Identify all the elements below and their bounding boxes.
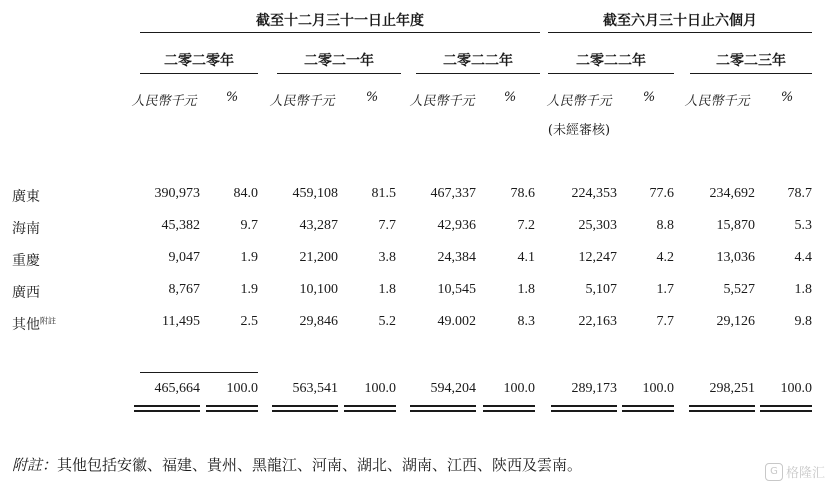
- double-underline: [206, 405, 258, 407]
- unit-header: 人民幣千元: [269, 94, 335, 109]
- table-cell: 78.7: [787, 186, 812, 201]
- table-cell: 78.6: [510, 186, 535, 201]
- total-cell: 594,204: [430, 381, 476, 396]
- total-cell: 563,541: [292, 381, 338, 396]
- table-cell: 467,337: [430, 186, 476, 201]
- table-cell: 43,287: [299, 218, 338, 233]
- table-cell: 81.5: [371, 186, 396, 201]
- year-header-2020: 二零二零年: [164, 53, 234, 69]
- pct-header: %: [642, 90, 656, 105]
- pct-header: %: [365, 90, 379, 105]
- table-cell: 12,247: [578, 250, 617, 265]
- year-rule: [416, 73, 540, 74]
- row-label-text: 其他: [12, 317, 40, 333]
- double-underline: [410, 405, 476, 407]
- table-cell: 24,384: [437, 250, 476, 265]
- table-cell: 84.0: [233, 186, 258, 201]
- year-rule: [690, 73, 812, 74]
- row-label-text: 海南: [12, 221, 40, 237]
- table-cell: 1.7: [656, 282, 674, 297]
- double-underline: [134, 405, 200, 407]
- total-cell: 100.0: [642, 381, 674, 396]
- table-cell: 42,936: [437, 218, 476, 233]
- year-rule: [277, 73, 401, 74]
- group-header-rule-annual: [140, 32, 540, 33]
- year-header-2023-interim: 二零二三年: [716, 53, 786, 69]
- double-underline: [134, 410, 200, 412]
- unaudited-label: (未經審核): [547, 123, 611, 138]
- table-cell: 1.9: [240, 282, 258, 297]
- year-header-2022-interim: 二零二二年: [576, 53, 646, 69]
- group-header-annual: 截至十二月三十一日止年度: [256, 13, 424, 29]
- table-cell: 7.2: [517, 218, 535, 233]
- row-label-text: 廣西: [12, 285, 40, 301]
- table-cell: 10,545: [437, 282, 476, 297]
- table-cell: 5,527: [723, 282, 755, 297]
- total-cell: 100.0: [780, 381, 812, 396]
- total-cell: 100.0: [226, 381, 258, 396]
- total-cell: 298,251: [709, 381, 755, 396]
- double-underline: [206, 410, 258, 412]
- g-logo-icon: G: [765, 463, 783, 481]
- table-cell: 1.9: [240, 250, 258, 265]
- table-cell: 11,495: [162, 314, 200, 329]
- double-underline: [272, 410, 338, 412]
- row-label: [12, 314, 56, 334]
- table-cell: 8.3: [517, 314, 535, 329]
- watermark-text: 格隆汇: [785, 466, 825, 481]
- table-cell: 9,047: [168, 250, 200, 265]
- unit-header: 人民幣千元: [684, 94, 750, 109]
- double-underline: [344, 410, 396, 412]
- double-underline: [622, 410, 674, 412]
- table-cell: 49.002: [437, 314, 476, 329]
- table-cell: 7.7: [656, 314, 674, 329]
- pct-header: %: [503, 90, 517, 105]
- year-header-2022: 二零二二年: [443, 53, 513, 69]
- group-header-interim: 截至六月三十日止六個月: [603, 13, 757, 29]
- double-underline: [760, 410, 812, 412]
- total-cell: 100.0: [503, 381, 535, 396]
- table-cell: 8.8: [656, 218, 674, 233]
- table-cell: 29,846: [299, 314, 338, 329]
- footnote-text: 其他包括安徽、福建、貴州、黑龍江、河南、湖北、湖南、江西、陝西及雲南。: [57, 456, 583, 474]
- table-cell: 1.8: [517, 282, 535, 297]
- row-label-text: 廣東: [12, 189, 40, 205]
- table-cell: 4.4: [794, 250, 812, 265]
- table-cell: 234,692: [709, 186, 755, 201]
- table-cell: 9.7: [240, 218, 258, 233]
- table-cell: 459,108: [292, 186, 338, 201]
- table-cell: 4.2: [656, 250, 674, 265]
- year-rule: [548, 73, 674, 74]
- footnote: [12, 454, 582, 475]
- year-header-2021: 二零二一年: [304, 53, 374, 69]
- table-cell: 1.8: [378, 282, 396, 297]
- table-cell: 45,382: [161, 218, 200, 233]
- subtotal-rule: [205, 372, 258, 373]
- table-cell: 5.3: [794, 218, 812, 233]
- pct-header: %: [225, 90, 239, 105]
- table-cell: 21,200: [299, 250, 338, 265]
- table-cell: 8,767: [168, 282, 200, 297]
- table-cell: 390,973: [154, 186, 200, 201]
- double-underline: [483, 405, 535, 407]
- table-cell: 9.8: [794, 314, 812, 329]
- double-underline: [689, 405, 755, 407]
- row-label: [12, 250, 40, 270]
- table-cell: 13,036: [716, 250, 755, 265]
- pct-header: %: [780, 90, 794, 105]
- table-cell: 224,353: [571, 186, 617, 201]
- double-underline: [551, 405, 617, 407]
- total-cell: 100.0: [364, 381, 396, 396]
- table-cell: 10,100: [299, 282, 338, 297]
- row-label-text: 重慶: [12, 253, 40, 269]
- double-underline: [344, 405, 396, 407]
- watermark: [765, 462, 825, 481]
- table-cell: 1.8: [794, 282, 812, 297]
- double-underline: [689, 410, 755, 412]
- footnote-label: 附註：: [12, 456, 58, 474]
- table-cell: 3.8: [378, 250, 396, 265]
- table-cell: 29,126: [716, 314, 755, 329]
- total-cell: 289,173: [571, 381, 617, 396]
- table-cell: 77.6: [649, 186, 674, 201]
- row-label: [12, 282, 40, 302]
- total-cell: 465,664: [154, 381, 200, 396]
- year-rule: [140, 73, 258, 74]
- unit-header: 人民幣千元: [409, 94, 475, 109]
- table-cell: 25,303: [578, 218, 617, 233]
- double-underline: [272, 405, 338, 407]
- unit-header: 人民幣千元: [131, 94, 197, 109]
- table-cell: 4.1: [517, 250, 535, 265]
- table-cell: 5.2: [378, 314, 396, 329]
- table-cell: 22,163: [578, 314, 617, 329]
- table-cell: 7.7: [378, 218, 396, 233]
- table-cell: 5,107: [585, 282, 617, 297]
- double-underline: [622, 405, 674, 407]
- row-label: [12, 218, 40, 238]
- row-label: [12, 186, 40, 206]
- double-underline: [760, 405, 812, 407]
- double-underline: [483, 410, 535, 412]
- double-underline: [551, 410, 617, 412]
- double-underline: [410, 410, 476, 412]
- table-cell: 2.5: [240, 314, 258, 329]
- note-reference: 附註: [40, 316, 56, 326]
- unit-header: 人民幣千元: [546, 94, 612, 109]
- table-cell: 15,870: [716, 218, 755, 233]
- group-header-rule-interim: [548, 32, 812, 33]
